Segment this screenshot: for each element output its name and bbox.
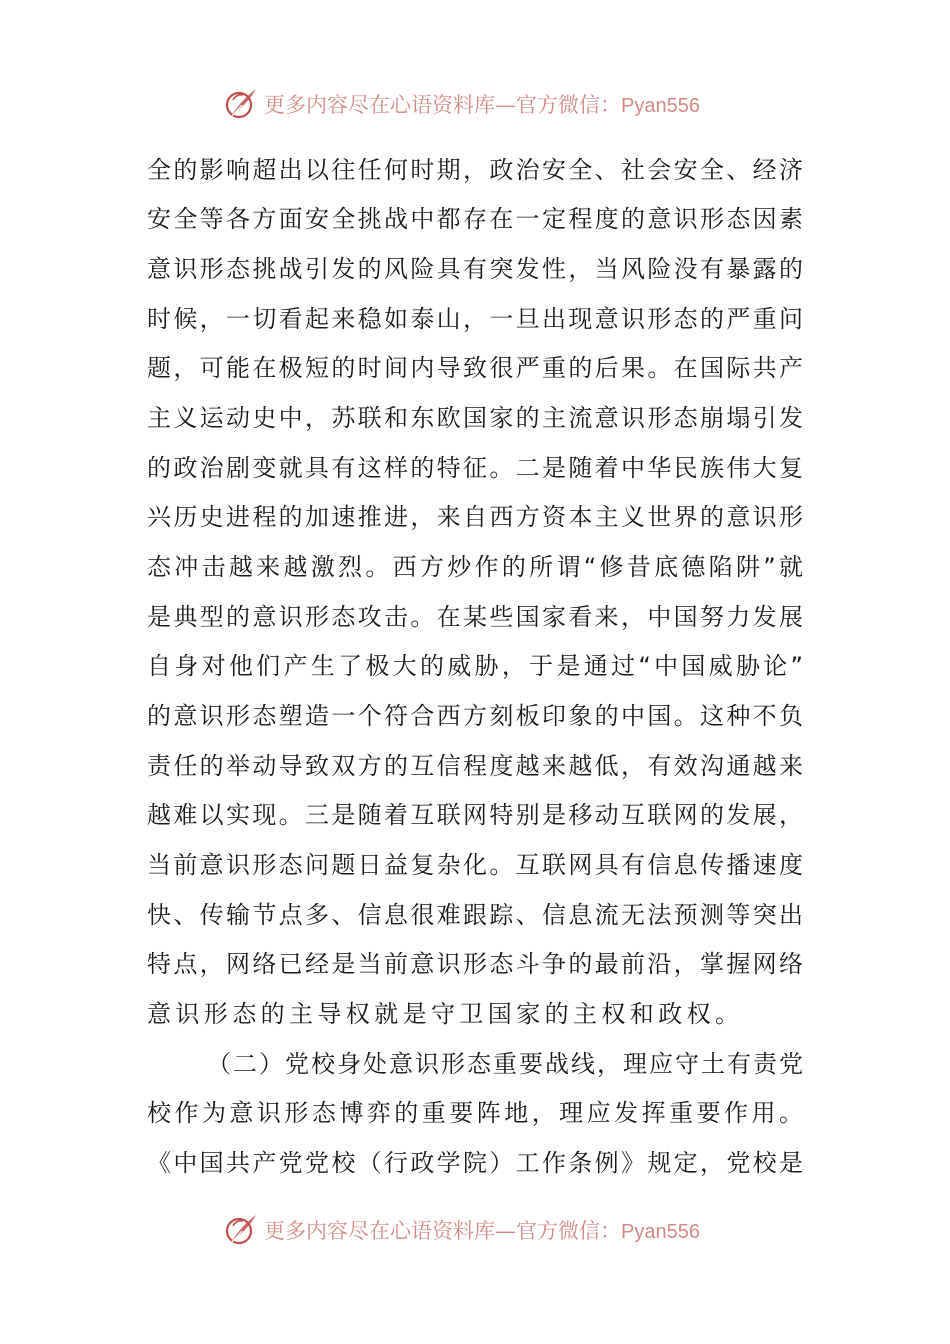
text-line: 安全等各方面安全挑战中都存在一定程度的意识形态因素	[147, 205, 803, 233]
text-line: 是典型的意识形态攻击。在某些国家看来，中国努力发展	[147, 603, 803, 631]
text-line: 主义运动史中，苏联和东欧国家的主流意识形态崩塌引发	[147, 404, 803, 432]
text-line: 兴历史进程的加速推进，来自西方资本主义世界的意识形	[147, 503, 803, 531]
text-line: 意识形态挑战引发的风险具有突发性，当风险没有暴露的	[147, 255, 803, 283]
footer-watermark	[222, 1212, 742, 1248]
text-line: 全的影响超出以往任何时期，政治安全、社会安全、经济	[147, 156, 803, 184]
text-line: （二）党校身处意识形态重要战线，理应守土有责党	[207, 1050, 803, 1078]
feather-pen-circle-logo-icon	[222, 1212, 260, 1248]
text-line: 特点，网络已经是当前意识形态斗争的最前沿，掌握网络	[147, 950, 803, 978]
text-line: 的意识形态塑造一个符合西方刻板印象的中国。这种不负	[147, 702, 803, 730]
text-line: 的政治剧变就具有这样的特征。二是随着中华民族伟大复	[147, 454, 803, 482]
text-line: 越难以实现。三是随着互联网特别是移动互联网的发展，	[147, 801, 803, 829]
watermark-text: 更多内容尽在心语资料库—官方微信：Pyan556	[264, 1219, 700, 1243]
text-line: 题，可能在极短的时间内导致很严重的后果。在国际共产	[147, 354, 803, 382]
text-line: 《中国共产党党校（行政学院）工作条例》规定，党校是	[147, 1149, 803, 1177]
text-line: 责任的举动导致双方的互信程度越来越低，有效沟通越来	[147, 752, 803, 780]
watermark-text: 更多内容尽在心语资料库—官方微信：Pyan556	[264, 93, 700, 117]
text-line: 快、传输节点多、信息很难跟踪、信息流无法预测等突出	[147, 901, 803, 929]
text-line: 意识形态的主导权就是守卫国家的主权和政权。	[147, 1000, 744, 1028]
text-line: 校作为意识形态博弈的重要阵地，理应发挥重要作用。	[147, 1099, 803, 1127]
text-line: 态冲击越来越激烈。西方炒作的所谓“修昔底德陷阱”就	[147, 553, 803, 581]
text-line: 当前意识形态问题日益复杂化。互联网具有信息传播速度	[147, 851, 803, 879]
text-line: 时候，一切看起来稳如泰山，一旦出现意识形态的严重问	[147, 305, 803, 333]
text-line: 自身对他们产生了极大的威胁，于是通过“中国威胁论”	[147, 652, 803, 680]
